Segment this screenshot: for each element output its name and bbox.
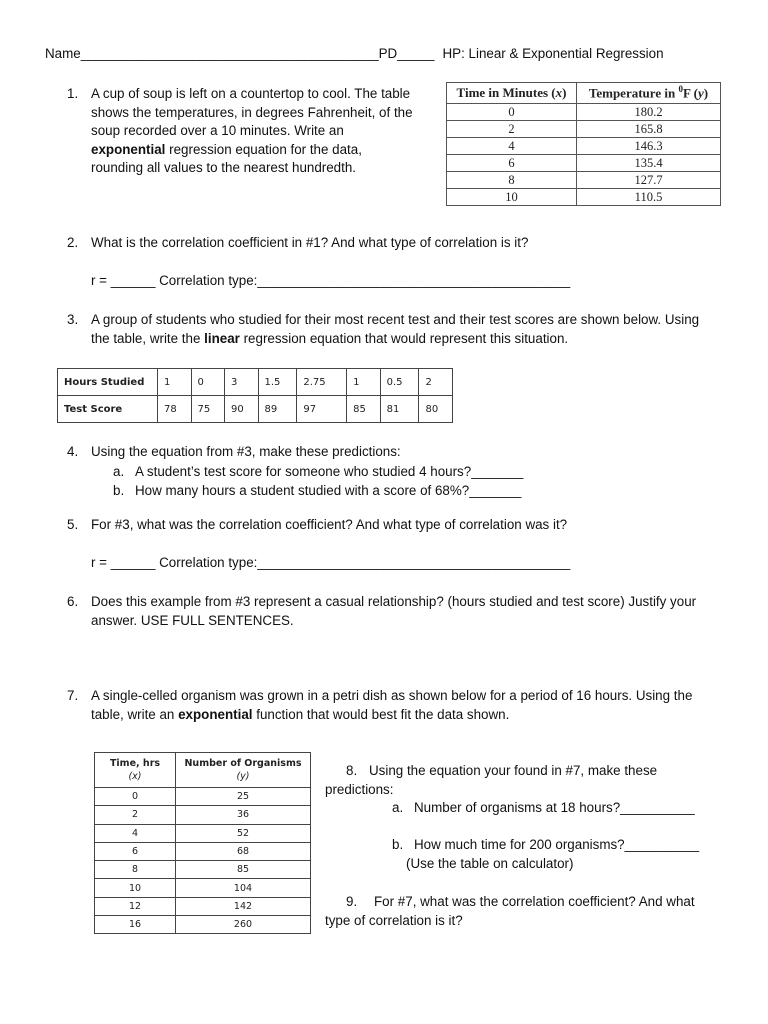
q8-part-a-answer[interactable]: Number of organisms at 18 hours?__________ [414, 800, 695, 816]
soup-col-temperature: Temperature in $^0$F (y) [577, 83, 721, 104]
question-number: 7. [67, 688, 79, 703]
question-5 [67, 517, 568, 532]
q1-line: soup recorded over a 10 minutes. Write an [91, 123, 344, 139]
q9-line: type of correlation is it? [325, 912, 463, 928]
table-row: 2 36 [95, 806, 311, 824]
question-number: 8. [346, 763, 358, 778]
q8-part-b-answer[interactable]: How much time for 200 organisms?__________ [414, 837, 700, 853]
q7-line: table, write an exponential function that would best fit the data shown. [91, 706, 510, 722]
q7-bold-word: exponential [178, 706, 253, 722]
table-row: 0 180.2 [447, 104, 721, 121]
question-number: 2. [67, 235, 79, 250]
table-row: 10 110.5 [447, 189, 721, 206]
question-number: 9. [346, 894, 358, 909]
q6-line: answer. USE FULL SENTENCES. [91, 612, 294, 628]
table-row: 8 85 [95, 861, 311, 879]
name-label: Name [45, 46, 81, 61]
question-number: 5. [67, 517, 79, 532]
q4-part-a: a. [113, 463, 125, 479]
q4-part-b: b. [113, 483, 125, 498]
table-row: 4 52 [95, 824, 311, 842]
row-header: Hours Studied [58, 369, 158, 396]
table-row: 12 142 [95, 897, 311, 915]
q2-answer-line[interactable]: r = ______ Correlation type:__________________________________________ [91, 273, 571, 288]
organism-col-time: Time, hrs (x) [95, 753, 176, 788]
name-blank[interactable]: ________________________________________ [80, 46, 379, 61]
table-row: 10 104 [95, 879, 311, 897]
pd-blank[interactable]: _____ [397, 46, 435, 61]
organism-col-count: Number of Organisms (y) [176, 753, 311, 788]
table-row: Test Score 78 75 90 89 97 85 81 80 [58, 396, 453, 423]
question-number: 3. [67, 312, 79, 327]
q1-line: shows the temperatures, in degrees Fahrenheit, of the [91, 104, 413, 120]
q8-line: Using the equation your found in #7, make these [369, 763, 658, 778]
q4-part-a-answer[interactable]: A student’s test score for someone who studied 4 hours?_______ [135, 463, 524, 479]
q8-part-a: a. [392, 800, 404, 816]
table-row: Hours Studied 1 0 3 1.5 2.75 1 0.5 2 [58, 369, 453, 396]
table-row: 2 165.8 [447, 121, 721, 138]
q2-text: What is the correlation coefficient in #1? And what type of correlation is it? [91, 235, 529, 250]
table-row: 6 68 [95, 842, 311, 860]
table-row: 0 25 [95, 788, 311, 806]
table-row: 16 260 [95, 916, 311, 934]
page-title: HP: Linear & Exponential Regression [442, 46, 664, 61]
q8-note: (Use the table on calculator) [406, 856, 574, 871]
q3-bold-word: linear [204, 330, 240, 346]
q8-part-b: b. [392, 837, 404, 853]
q8-line: predictions: [325, 781, 394, 797]
soup-col-time: Time in Minutes (x) [447, 83, 577, 104]
q5-answer-line[interactable]: r = ______ Correlation type:__________________________________________ [91, 555, 571, 570]
q7-line: A single-celled organism was grown in a petri dish as shown below for a period of 16 hours. Using the [91, 688, 693, 703]
question-2 [67, 235, 529, 250]
q1-line-rest: regression equation for the data, [165, 141, 362, 157]
name-line[interactable] [45, 46, 664, 61]
q9-line: For #7, what was the correlation coefficient? And what [374, 894, 695, 909]
question-number: 6. [67, 594, 79, 609]
table-row: 6 135.4 [447, 155, 721, 172]
q6-line: Does this example from #3 represent a casual relationship? (hours studied and test score) Justify your [91, 594, 697, 609]
row-header: Test Score [58, 396, 158, 423]
q3-line: the table, write the linear regression equation that would represent this situation. [91, 330, 569, 346]
q4-text: Using the equation from #3, make these predictions: [91, 444, 401, 459]
q1-line [91, 141, 362, 160]
q1-line: A cup of soup is left on a countertop to cool. The table [91, 86, 411, 101]
q1-line: rounding all values to the nearest hundredth. [91, 160, 357, 176]
question-number: 1. [67, 86, 79, 101]
study-hours-table [57, 368, 453, 423]
q3-line: A group of students who studied for their most recent test and their test scores are shown below. Using [91, 312, 700, 327]
q4-part-b-answer[interactable]: How many hours a student studied with a score of 68%?_______ [135, 483, 522, 498]
q1-bold-word: exponential [91, 141, 166, 157]
q5-text: For #3, what was the correlation coefficient? And what type of correlation was it? [91, 517, 568, 532]
soup-temperature-table [446, 82, 721, 206]
table-row: 4 146.3 [447, 138, 721, 155]
pd-label: PD [378, 46, 398, 61]
table-row: 8 127.7 [447, 172, 721, 189]
organism-growth-table [94, 752, 311, 934]
question-number: 4. [67, 444, 79, 459]
